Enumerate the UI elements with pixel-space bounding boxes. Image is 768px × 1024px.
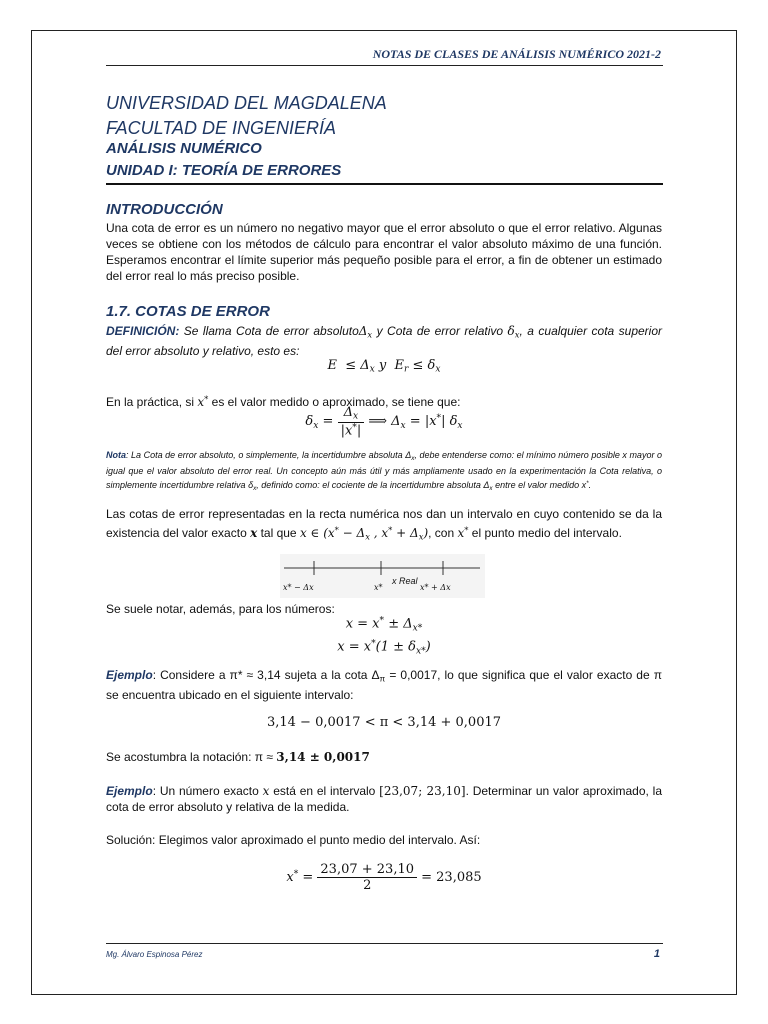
number-line-diagram [280,554,485,598]
diagram-label-real: x Real [392,576,418,586]
diagram-label-mid: x* [374,583,383,592]
equation-relative-form: $x = x^*(1 \pm \delta_{x*})$ [337,639,431,657]
example1-inequality: 3,14 − 0,0017 < π < 3,14 + 0,0017 [266,715,502,730]
running-header: NOTAS DE CLASES DE ANÁLISIS NUMÉRICO 2021-2 [372,47,661,61]
section-heading: 1.7. COTAS DE ERROR [106,303,270,320]
definition-label: DEFINICIÓN: [106,324,180,338]
example1-label: Ejemplo [106,668,153,682]
university-title: UNIVERSIDAD DEL MAGDALENA [106,93,387,113]
notation-paragraph: Se suele notar, además, para los números: [106,602,335,616]
definition-paragraph: DEFINICIÓN: Se llama Cota de error absolutoΔ$_x$ y Cota de error relativo $\delta_x$, a cualquier cota superior del error absoluto y relativo, esto es: [106,324,663,358]
practice-paragraph: En la práctica, si x* es el valor medido o aproximado, se tiene que: [106,394,461,410]
intro-heading: INTRODUCCIÓN [106,201,223,218]
footer-author: Mg. Álvaro Espinosa Pérez [106,950,203,959]
header-rule [106,65,663,66]
midpoint-equation: x* = $\frac{23,07 + 23,10}{2}$ = 23,085 [286,862,482,893]
equation-bounds: $E \le \Delta_x$ y $E_r \le \delta_x$ [327,358,441,375]
equation-relative: $\delta_x$ = $\frac{\Delta_x}{|x^*|}$ ⟹ $\Delta_x = |x^*|$ $\delta_x$ [305,405,463,439]
faculty-title: FACULTAD DE INGENIERÍA [106,118,337,138]
note-paragraph: Nota: La Cota de error absoluto, o simplemente, la incertidumbre absoluta $\Delta_x$, debe entenderse como: el mínimo número posible x mayor o igual que el valor absoluto del error real. Un concepto aún más útil y más ampliamente usado en la experimentación la Cota relativa, o simplemente incertidumbre relativa $\delta_x$, definido como: el cociente de la incertidumbre absoluta $\Delta_x$ entre el valor medido x*. [106,450,662,492]
unit-title: UNIDAD I: TEORÍA DE ERRORES [106,162,342,179]
example1-notation: Se acostumbra la notación: π ≈ 3,14 ± 0,0017 [106,750,370,764]
footer-rule [106,943,663,944]
title-rule [106,183,663,185]
diagram-label-left: x* − Δx [283,583,314,592]
course-title: ANÁLISIS NUMÉRICO [106,140,262,157]
solution-paragraph: Solución: Elegimos valor aproximado el punto medio del intervalo. Así: [106,833,481,847]
intro-paragraph: Una cota de error es un número no negativo mayor que el error absoluto o que el error relativo. Algunas veces se obtiene con los métodos de cálculo para encontrar el valor absoluto máximo de una función. Esperamos encontrar el límite superior más pequeño posible para el error, a fin de obtener un estimado del error real lo más preciso posible. [106,221,662,283]
example2-label: Ejemplo [106,784,153,798]
example1-paragraph: Ejemplo: Considere a π* ≈ 3,14 sujeta a la cota $\Delta_\pi = 0,0017$, lo que significa que el valor exacto de π se encuentra ubicado en el siguiente intervalo: [106,668,662,702]
example2-paragraph: Ejemplo: Un número exacto x está en el intervalo [23,07; 23,10]. Determinar un valor aproximado, la cota de error absoluto y relativa de la medida. [106,784,662,814]
equation-plusminus: $x = x^* \pm \Delta_{x*}$ [345,616,423,634]
diagram-label-right: x* + Δx [420,583,451,592]
note-label: Nota [106,450,126,460]
interval-paragraph: Las cotas de error representadas en la recta numérica nos dan un intervalo en cuyo contenido se da la existencia del valor exacto x tal que x ∈ ($x^* - \Delta_x$ , $x^* + \Delta_x$), con x* el punto medio del intervalo. [106,507,662,542]
page-number: 1 [653,948,660,960]
